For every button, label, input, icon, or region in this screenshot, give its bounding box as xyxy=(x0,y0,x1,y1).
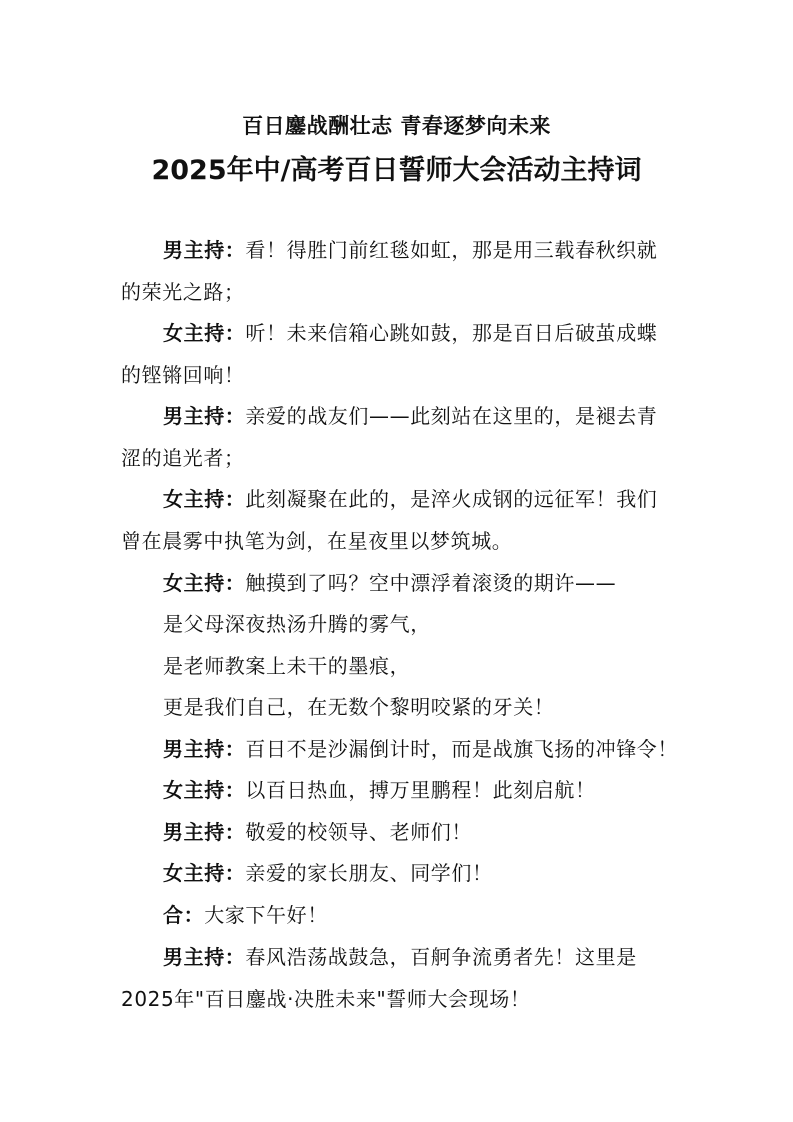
line-text: 亲爱的家长朋友、同学们！ xyxy=(245,861,493,885)
script-line xyxy=(121,526,512,556)
line-text: 百日不是沙漏倒计时，而是战旗飞扬的冲锋令！ xyxy=(245,737,679,761)
script-line xyxy=(163,817,472,847)
script-line xyxy=(163,734,678,764)
speaker-label: 男主持： xyxy=(163,737,246,761)
line-text: 是老师教案上未干的墨痕， xyxy=(163,654,411,678)
speaker-label: 女主持： xyxy=(163,861,246,885)
script-line xyxy=(121,443,245,473)
script-line xyxy=(121,360,245,390)
script-line xyxy=(163,609,431,639)
script-line xyxy=(163,568,616,598)
speaker-label: 男主持： xyxy=(163,238,246,262)
line-text: 此刻凝聚在此的，是淬火成钢的远征军！我们 xyxy=(245,487,658,511)
speaker-label: 女主持： xyxy=(163,571,246,595)
line-text: 触摸到了吗？空中漂浮着滚烫的期许—— xyxy=(245,571,617,595)
speaker-label: 女主持： xyxy=(163,487,246,511)
script-line xyxy=(163,318,657,348)
line-text: 亲爱的战友们——此刻站在这里的，是褪去青 xyxy=(245,404,658,428)
line-text: 的荣光之路； xyxy=(121,280,245,304)
line-text: 2025年"百日鏖战·决胜未来"誓师大会现场！ xyxy=(121,987,531,1011)
script-line xyxy=(163,651,410,681)
script-line xyxy=(121,277,245,307)
line-text: 更是我们自己，在无数个黎明咬紧的牙关！ xyxy=(163,695,555,719)
line-text: 看！得胜门前红毯如虹，那是用三载春秋织就 xyxy=(245,238,658,262)
speaker-label: 男主持： xyxy=(163,404,246,428)
script-line xyxy=(163,775,596,805)
script-line xyxy=(163,858,493,888)
script-line xyxy=(121,984,530,1014)
script-line xyxy=(163,235,657,265)
line-text: 的铿锵回响！ xyxy=(121,363,245,387)
document-title: 2025年中/高考百日誓师大会活动主持词 xyxy=(151,155,642,186)
line-text: 曾在晨雾中执笔为剑，在星夜里以梦筑城。 xyxy=(121,529,513,553)
speaker-label: 男主持： xyxy=(163,820,246,844)
line-text: 以百日热血，搏万里鹏程！此刻启航！ xyxy=(245,778,596,802)
speaker-label: 男主持： xyxy=(163,945,246,969)
script-line xyxy=(163,900,328,930)
script-line xyxy=(163,484,657,514)
line-text: 是父母深夜热汤升腾的雾气， xyxy=(163,612,431,636)
line-text: 听！未来信箱心跳如鼓，那是百日后破茧成蝶 xyxy=(245,321,658,345)
line-text: 涩的追光者； xyxy=(121,446,245,470)
speaker-label: 合： xyxy=(163,903,205,927)
line-text: 春风浩荡战鼓急，百舸争流勇者先！这里是 xyxy=(245,945,637,969)
speaker-label: 女主持： xyxy=(163,321,246,345)
speaker-label: 女主持： xyxy=(163,778,246,802)
line-text: 大家下午好！ xyxy=(204,903,328,927)
script-line xyxy=(163,692,554,722)
line-text: 敬爱的校领导、老师们！ xyxy=(245,820,473,844)
script-line xyxy=(163,942,637,972)
script-line xyxy=(163,401,657,431)
document-subtitle: 百日鏖战酬壮志 青春逐梦向未来 xyxy=(242,114,551,138)
